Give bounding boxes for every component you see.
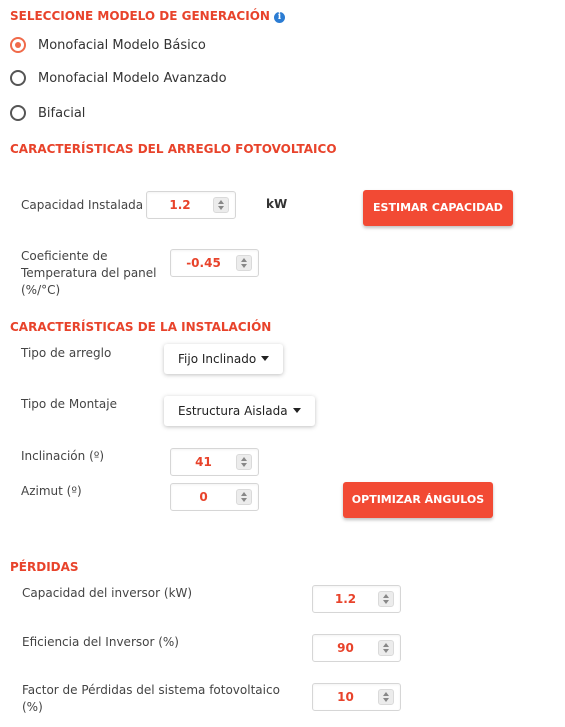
inverter-capacity-value[interactable]: 1.2 xyxy=(334,592,357,606)
inverter-capacity-label: Capacidad del inversor (kW) xyxy=(22,586,193,600)
array-type-value: Fijo Inclinado xyxy=(178,352,257,366)
capacity-input[interactable] xyxy=(146,191,236,219)
temp-coef-label: Coeficiente de Temperatura del panel (%/°C) xyxy=(21,249,157,297)
azimuth-label: Azimut (º) xyxy=(21,484,82,498)
temp-coef-spinner-icon[interactable] xyxy=(236,255,252,271)
radio-option-advanced[interactable] xyxy=(10,67,227,89)
info-icon[interactable]: i xyxy=(274,12,285,23)
capacity-unit: kW xyxy=(266,197,288,211)
radio-unselected-icon[interactable] xyxy=(10,70,26,86)
losses-section-title: PÉRDIDAS xyxy=(10,560,79,574)
caret-down-icon xyxy=(293,408,301,413)
inverter-capacity-input[interactable] xyxy=(312,585,401,613)
inverter-efficiency-spinner-icon[interactable] xyxy=(378,640,394,656)
azimuth-input[interactable] xyxy=(170,483,259,511)
radio-selected-icon[interactable] xyxy=(10,37,26,53)
capacity-value[interactable]: 1.2 xyxy=(169,198,191,212)
loss-factor-spinner-icon[interactable] xyxy=(378,689,394,705)
temp-coef-input[interactable] xyxy=(170,249,259,277)
azimuth-spinner-icon[interactable] xyxy=(236,489,252,505)
mount-type-label: Tipo de Montaje xyxy=(21,397,117,411)
radio-option-bifacial[interactable] xyxy=(10,102,85,124)
tilt-input[interactable] xyxy=(170,448,259,476)
model-section-title xyxy=(10,9,285,23)
mount-type-value: Estructura Aislada xyxy=(178,404,288,418)
temp-coef-value[interactable]: -0.45 xyxy=(186,256,221,270)
tilt-spinner-icon[interactable] xyxy=(236,454,252,470)
optimize-angles-button[interactable]: OPTIMIZAR ÁNGULOS xyxy=(343,482,493,518)
array-type-label: Tipo de arreglo xyxy=(21,346,112,360)
loss-factor-label: Factor de Pérdidas del sistema fotovoltaico (%) xyxy=(22,683,280,714)
radio-option-basic[interactable] xyxy=(10,34,206,56)
inverter-efficiency-value[interactable]: 90 xyxy=(337,641,354,655)
loss-factor-value[interactable]: 10 xyxy=(337,690,354,704)
model-title-text: SELECCIONE MODELO DE GENERACIÓN xyxy=(10,9,270,23)
azimuth-value[interactable]: 0 xyxy=(199,490,208,504)
radio-label-advanced: Monofacial Modelo Avanzado xyxy=(38,70,227,86)
inverter-efficiency-input[interactable] xyxy=(312,634,401,662)
radio-label-bifacial: Bifacial xyxy=(38,105,86,121)
tilt-value[interactable]: 41 xyxy=(195,455,212,469)
installation-section-title: CARACTERÍSTICAS DE LA INSTALACIÓN xyxy=(10,320,272,334)
caret-down-icon xyxy=(261,356,269,361)
radio-unselected-icon[interactable] xyxy=(10,105,26,121)
inverter-efficiency-label: Eficiencia del Inversor (%) xyxy=(22,635,179,649)
tilt-label: Inclinación (º) xyxy=(21,449,105,463)
radio-label-basic: Monofacial Modelo Básico xyxy=(38,37,206,53)
array-type-dropdown[interactable] xyxy=(164,344,283,374)
mount-type-dropdown[interactable] xyxy=(164,396,315,426)
inverter-capacity-spinner-icon[interactable] xyxy=(378,591,394,607)
estimate-capacity-button[interactable]: ESTIMAR CAPACIDAD xyxy=(363,190,513,226)
array-section-title: CARACTERÍSTICAS DEL ARREGLO FOTOVOLTAICO xyxy=(10,142,337,156)
loss-factor-input[interactable] xyxy=(312,683,401,711)
capacity-spinner-icon[interactable] xyxy=(213,197,229,213)
capacity-label: Capacidad Instalada xyxy=(21,198,144,212)
